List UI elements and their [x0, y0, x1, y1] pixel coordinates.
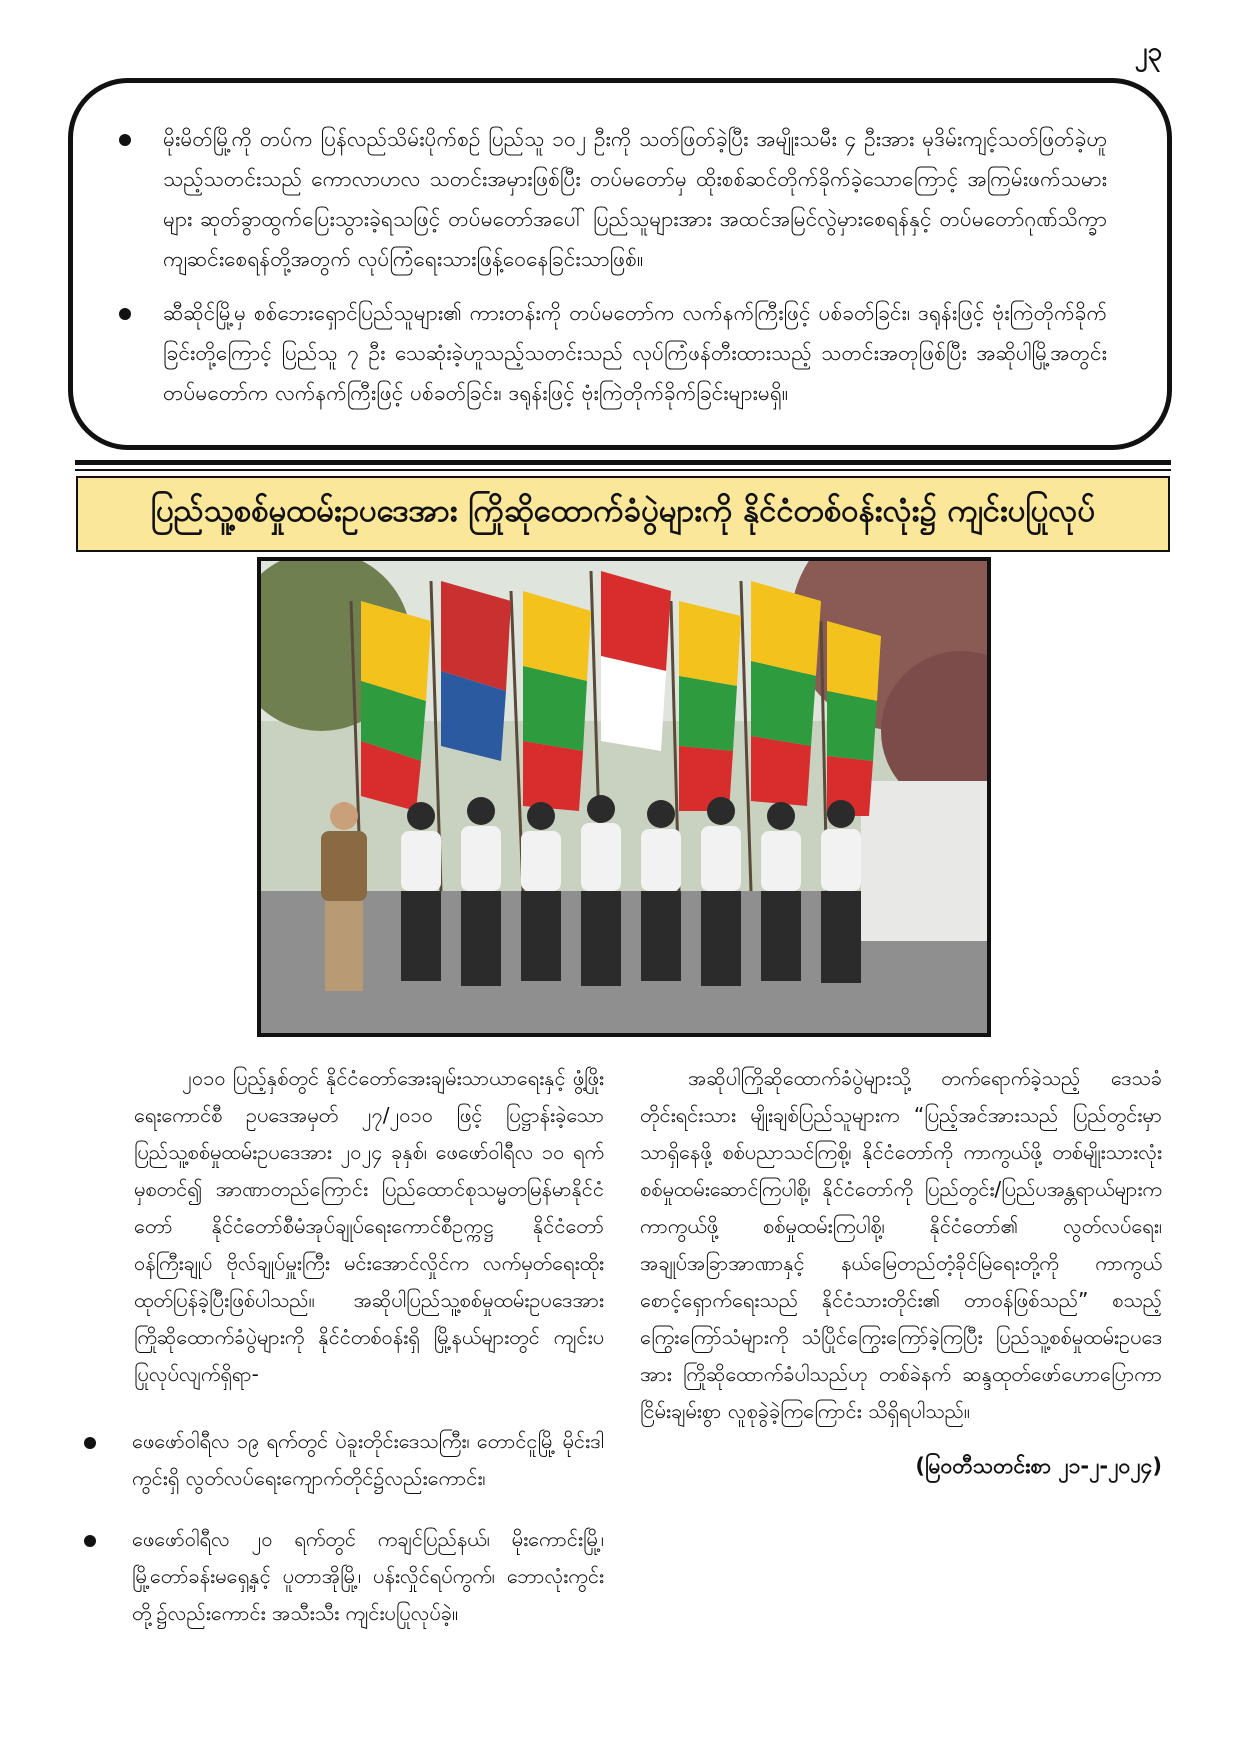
event-list-item — [84, 1521, 604, 1632]
callout-bullet-1 — [111, 119, 1107, 279]
fact-check-box — [68, 78, 1172, 450]
callout-bullet-text: မိုးမိတ်မြို့ကို တပ်က ပြန်လည်သိမ်းပိုက်စဉ် ပြည်သူ ၁၀၂ ဦးကို သတ်ဖြတ်ခဲ့ပြီး အမျိုးသမီး ၄ ဦးအား မုဒိမ်းကျင့်သတ်ဖြတ်ခဲ့ဟူသည့်သတင်းသည် ကောလာဟလ သတင်းအမှားဖြစ်ပြီး တပ်မတော်မှ ထိုးစစ်ဆင်တိုက်ခိုက်ခဲ့သောကြောင့် အကြမ်းဖက်သမားများ ဆုတ်ခွာထွက်ပြေးသွားခဲ့ရသဖြင့် တပ်မတော်အပေါ် ပြည်သူများအား အထင်အမြင်လွဲမှားစေရန်နှင့် တပ်မတော်ဂုဏ်သိက္ခာကျဆင်းစေရန်တို့အတွက် လုပ်ကြံရေးသားဖြန့်ဝေနေခြင်းသာဖြစ်။ — [163, 127, 1107, 271]
bullet-icon — [119, 308, 131, 320]
article-title: ပြည်သူ့စစ်မှုထမ်းဥပဒေအား ကြိုဆိုထောက်ခံပွဲများကို နိုင်ငံတစ်ဝန်းလုံး၌ ကျင်းပပြုလုပ် — [76, 476, 1170, 552]
bullet-icon — [84, 1437, 96, 1449]
callout-bullet-text: ဆီဆိုင်မြို့မှ စစ်ဘေးရှောင်ပြည်သူများ၏ ကားတန်းကို တပ်မတော်က လက်နက်ကြီးဖြင့် ပစ်ခတ်ခြင်း၊ ဒရုန်းဖြင့် ဗုံးကြဲတိုက်ခိုက်ခြင်းတို့ကြောင့် ပြည်သူ ၇ ဦး သေဆုံးခဲ့ဟူသည့်သတင်းသည် လုပ်ကြံဖန်တီးထားသည့် သတင်းအတုဖြစ်ပြီး အဆိုပါမြို့အတွင်း တပ်မတော်က လက်နက်ကြီးဖြင့် ပစ်ခတ်ခြင်း၊ ဒရုန်းဖြင့် ဗုံးကြဲတိုက်ခိုက်ခြင်းများမရှိ။ — [163, 301, 1107, 405]
right-column — [640, 1060, 1162, 1485]
event-list-text: ဖေဖော်ဝါရီလ ၁၉ ရက်တွင် ပဲခူးတိုင်းဒေသကြီး၊ တောင်ငူမြို့ မိုင်းဒါကွင်းရှိ လွတ်လပ်ရေးကျောက်တိုင်၌လည်းကောင်း၊ — [132, 1429, 604, 1490]
rally-photo-illustration — [261, 561, 987, 1033]
bullet-icon — [84, 1535, 96, 1547]
event-list-item — [84, 1423, 604, 1497]
source-citation: (မြဝတီသတင်းစာ ၂၁-၂-၂၀၂၄) — [915, 1454, 1162, 1478]
divider-thin — [75, 469, 1171, 471]
callout-bullet-2 — [111, 293, 1107, 413]
left-column — [134, 1060, 604, 1656]
page-number: ၂၃ — [1134, 37, 1162, 67]
bullet-icon — [119, 134, 131, 146]
article-photo — [257, 557, 991, 1037]
event-list-text: ဖေဖော်ဝါရီလ ၂၀ ရက်တွင် ကချင်ပြည်နယ်၊ မိုးကောင်းမြို့၊ မြို့တော်ခန်းမရှေ့နှင့် ပူတာအိုမြို့၊ ပန်းလှိုင်ရပ်ကွက်၊ ဘောလုံးကွင်းတို့၌လည်းကောင်း အသီးသီး ကျင်းပပြုလုပ်ခဲ့။ — [132, 1527, 604, 1625]
left-paragraph: ၂၀၁၀ ပြည့်နှစ်တွင် နိုင်ငံတော်အေးချမ်းသာယာရေးနှင့် ဖွံ့ဖြိုးရေးကောင်စီ ဥပဒေအမှတ် ၂၇/၂၀၁၀ ဖြင့် ပြဋ္ဌာန်းခဲ့သော ပြည်သူ့စစ်မှုထမ်းဥပဒေအား ၂၀၂၄ ခုနှစ်၊ ဖေဖော်ဝါရီလ ၁၀ ရက်မှစတင်၍ အာဏာတည်ကြောင်း ပြည်ထောင်စုသမ္မတမြန်မာနိုင်ငံတော် နိုင်ငံတော်စီမံအုပ်ချုပ်ရေးကောင်စီဥက္ကဋ္ဌ နိုင်ငံတော်ဝန်ကြီးချုပ် ဗိုလ်ချုပ်မှူးကြီး မင်းအောင်လှိုင်က လက်မှတ်ရေးထိုး ထုတ်ပြန်ခဲ့ပြီးဖြစ်ပါသည်။ အဆိုပါပြည်သူ့စစ်မှုထမ်းဥပဒေအား ကြိုဆိုထောက်ခံပွဲများကို နိုင်ငံတစ်ဝန်းရှိ မြို့နယ်များတွင် ကျင်းပပြုလုပ်လျက်ရှိရာ- — [134, 1066, 604, 1386]
right-paragraph: အဆိုပါကြိုဆိုထောက်ခံပွဲများသို့ တက်ရောက်ခဲ့သည့် ဒေသခံတိုင်းရင်းသား မျိုးချစ်ပြည်သူများက “ပြည့်အင်အားသည် ပြည်တွင်းမှာသာရှိနေဖို့ စစ်ပညာသင်ကြစို့၊ နိုင်ငံတော်ကို ကာကွယ်ဖို့ တစ်မျိုးသားလုံး စစ်မှုထမ်းဆောင်ကြပါစို့၊ နိုင်ငံတော်ကို ပြည်တွင်း/ပြည်ပအန္တရာယ်များက ကာကွယ်ဖို့ စစ်မှုထမ်းကြပါစို့၊ နိုင်ငံတော်၏ လွတ်လပ်ရေး၊ အချုပ်အခြာအာဏာနှင့် နယ်မြေတည်တံ့ခိုင်မြဲရေးတို့ကို ကာကွယ်စောင့်ရှောက်ရေးသည် နိုင်ငံသားတိုင်း၏ တာဝန်ဖြစ်သည်” စသည့်ကြွေးကြော်သံများကို သံပြိုင်ကြွေးကြော်ခဲ့ကြပြီး ပြည်သူ့စစ်မှုထမ်းဥပဒေအား ကြိုဆိုထောက်ခံပါသည်ဟု တစ်ခဲနက် ဆန္ဒထုတ်ဖော်ဟောပြောကာ ငြိမ်းချမ်းစွာ လူစုခွဲခဲ့ကြကြောင်း သိရှိရပါသည်။ — [640, 1066, 1162, 1423]
divider-thick — [75, 460, 1171, 465]
event-list — [134, 1423, 604, 1632]
